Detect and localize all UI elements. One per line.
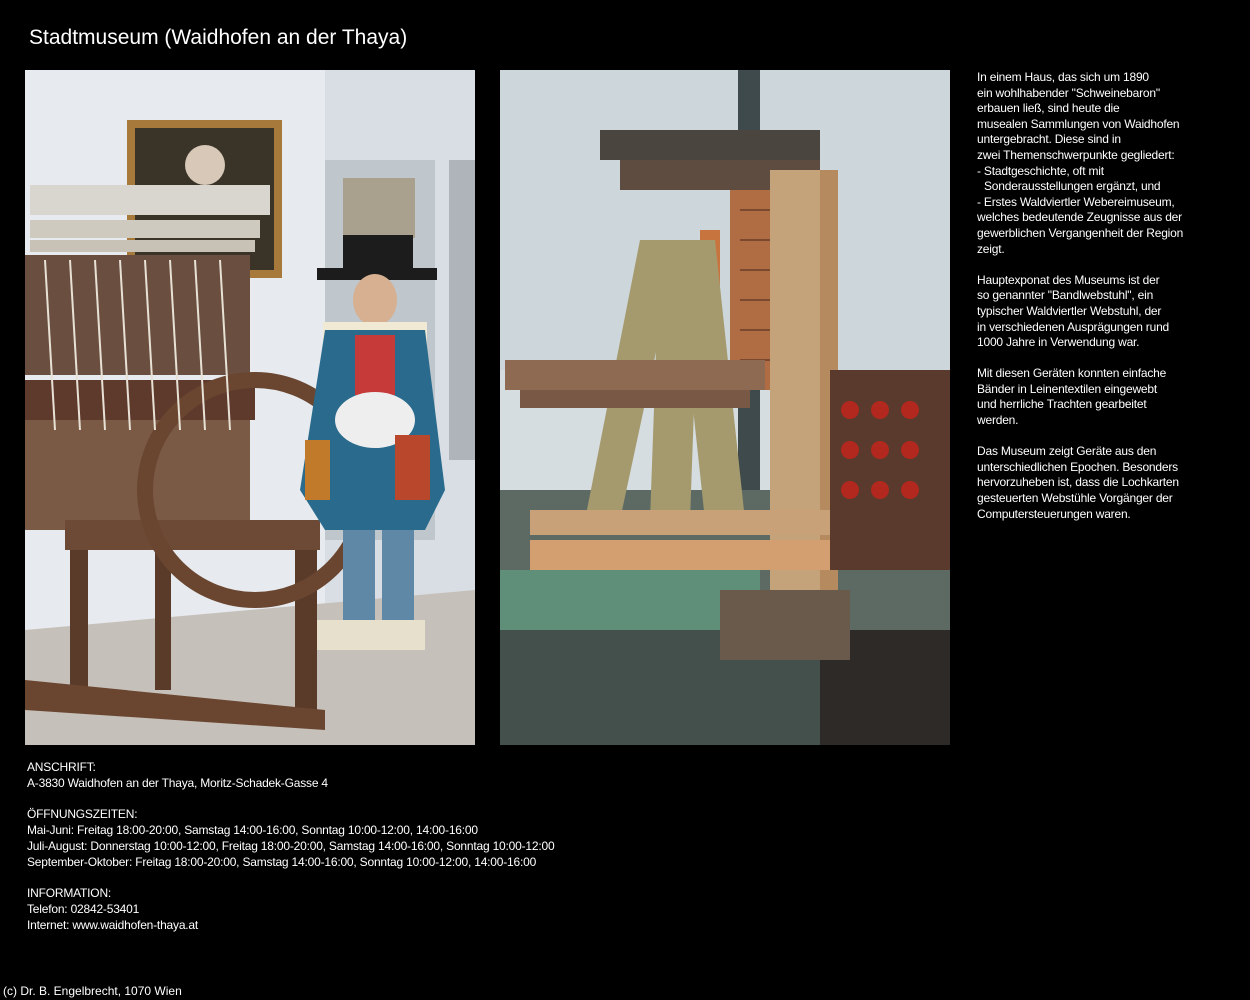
address-text: A-3830 Waidhofen an der Thaya, Moritz-Schadek-Gasse 4 xyxy=(27,775,328,790)
description-line: ein wohlhabender "Schweinebaron" xyxy=(977,85,1160,100)
description-line: zwei Themenschwerpunkte gegliedert: xyxy=(977,147,1175,162)
description-paragraph-4 xyxy=(977,444,1217,522)
description-line: welches bedeutende Zeugnisse aus der xyxy=(977,210,1182,225)
internet-text: Internet: www.waidhofen-thaya.at xyxy=(27,917,199,932)
description-line: gesteuerten Webstühle Vorgänger der xyxy=(977,491,1173,506)
information-block xyxy=(27,886,727,933)
address-label: ANSCHRIFT: xyxy=(27,760,96,774)
description-line: in verschiedenen Ausprägungen rund xyxy=(977,319,1170,334)
museum-photo-jacquard-loom xyxy=(500,70,950,745)
description-line: erbauen ließ, sind heute die xyxy=(977,101,1120,116)
description-line: gewerblichen Vergangenheit der Region xyxy=(977,225,1184,240)
description-line: so genannter "Bandlwebstuhl", ein xyxy=(977,288,1154,303)
description-line: typischer Waldviertler Webstuhl, der xyxy=(977,303,1162,318)
opening-hours-line: Juli-August: Donnerstag 10:00-12:00, Freitag 18:00-20:00, Samstag 14:00-16:00, Sonntag 10:00-12:00 xyxy=(27,838,555,853)
description-paragraph-3 xyxy=(977,366,1217,428)
description-line: - Stadtgeschichte, oft mit xyxy=(977,163,1104,178)
description-line: Computersteuerungen waren. xyxy=(977,506,1131,521)
description-line: Hauptexponat des Museums ist der xyxy=(977,272,1160,287)
address-block xyxy=(27,760,727,792)
description-line: musealen Sammlungen von Waidhofen xyxy=(977,116,1180,131)
description-line: werden. xyxy=(977,413,1019,428)
museum-photo-spinning-machine xyxy=(25,70,475,745)
description-line: In einem Haus, das sich um 1890 xyxy=(977,70,1149,84)
description-line: zeigt. xyxy=(977,241,1005,256)
description-line: Das Museum zeigt Geräte aus den xyxy=(977,444,1157,459)
description-line: und herrliche Trachten gearbeitet xyxy=(977,397,1147,412)
description-line: unterschiedlichen Epochen. Besonders xyxy=(977,459,1178,474)
description-paragraph-2 xyxy=(977,273,1217,351)
description-line: hervorzuheben ist, dass die Lochkarten xyxy=(977,475,1179,490)
museum-info xyxy=(27,760,727,950)
page-title: Stadtmuseum (Waidhofen an der Thaya) xyxy=(29,26,408,49)
opening-hours-block xyxy=(27,807,727,870)
description-line: Bänder in Leinentextilen eingewebt xyxy=(977,381,1158,396)
description-line: - Erstes Waldviertler Webereimuseum, xyxy=(977,194,1175,209)
museum-description xyxy=(977,70,1217,538)
information-label: INFORMATION: xyxy=(27,886,112,901)
description-line: 1000 Jahre in Verwendung war. xyxy=(977,335,1140,350)
copyright-notice: (c) Dr. B. Engelbrecht, 1070 Wien xyxy=(3,984,182,998)
description-line: Mit diesen Geräten konnten einfache xyxy=(977,366,1167,381)
description-line: Sonderausstellungen ergänzt, und xyxy=(984,179,1161,194)
phone-text: Telefon: 02842-53401 xyxy=(27,902,140,917)
opening-hours-label: ÖFFNUNGSZEITEN: xyxy=(27,807,138,822)
description-line: untergebracht. Diese sind in xyxy=(977,132,1121,147)
opening-hours-line: September-Oktober: Freitag 18:00-20:00, Samstag 14:00-16:00, Sonntag 10:00-12:00, 14:00-16:00 xyxy=(27,854,537,869)
opening-hours-line: Mai-Juni: Freitag 18:00-20:00, Samstag 14:00-16:00, Sonntag 10:00-12:00, 14:00-16:00 xyxy=(27,823,478,838)
description-paragraph-1 xyxy=(977,70,1217,257)
